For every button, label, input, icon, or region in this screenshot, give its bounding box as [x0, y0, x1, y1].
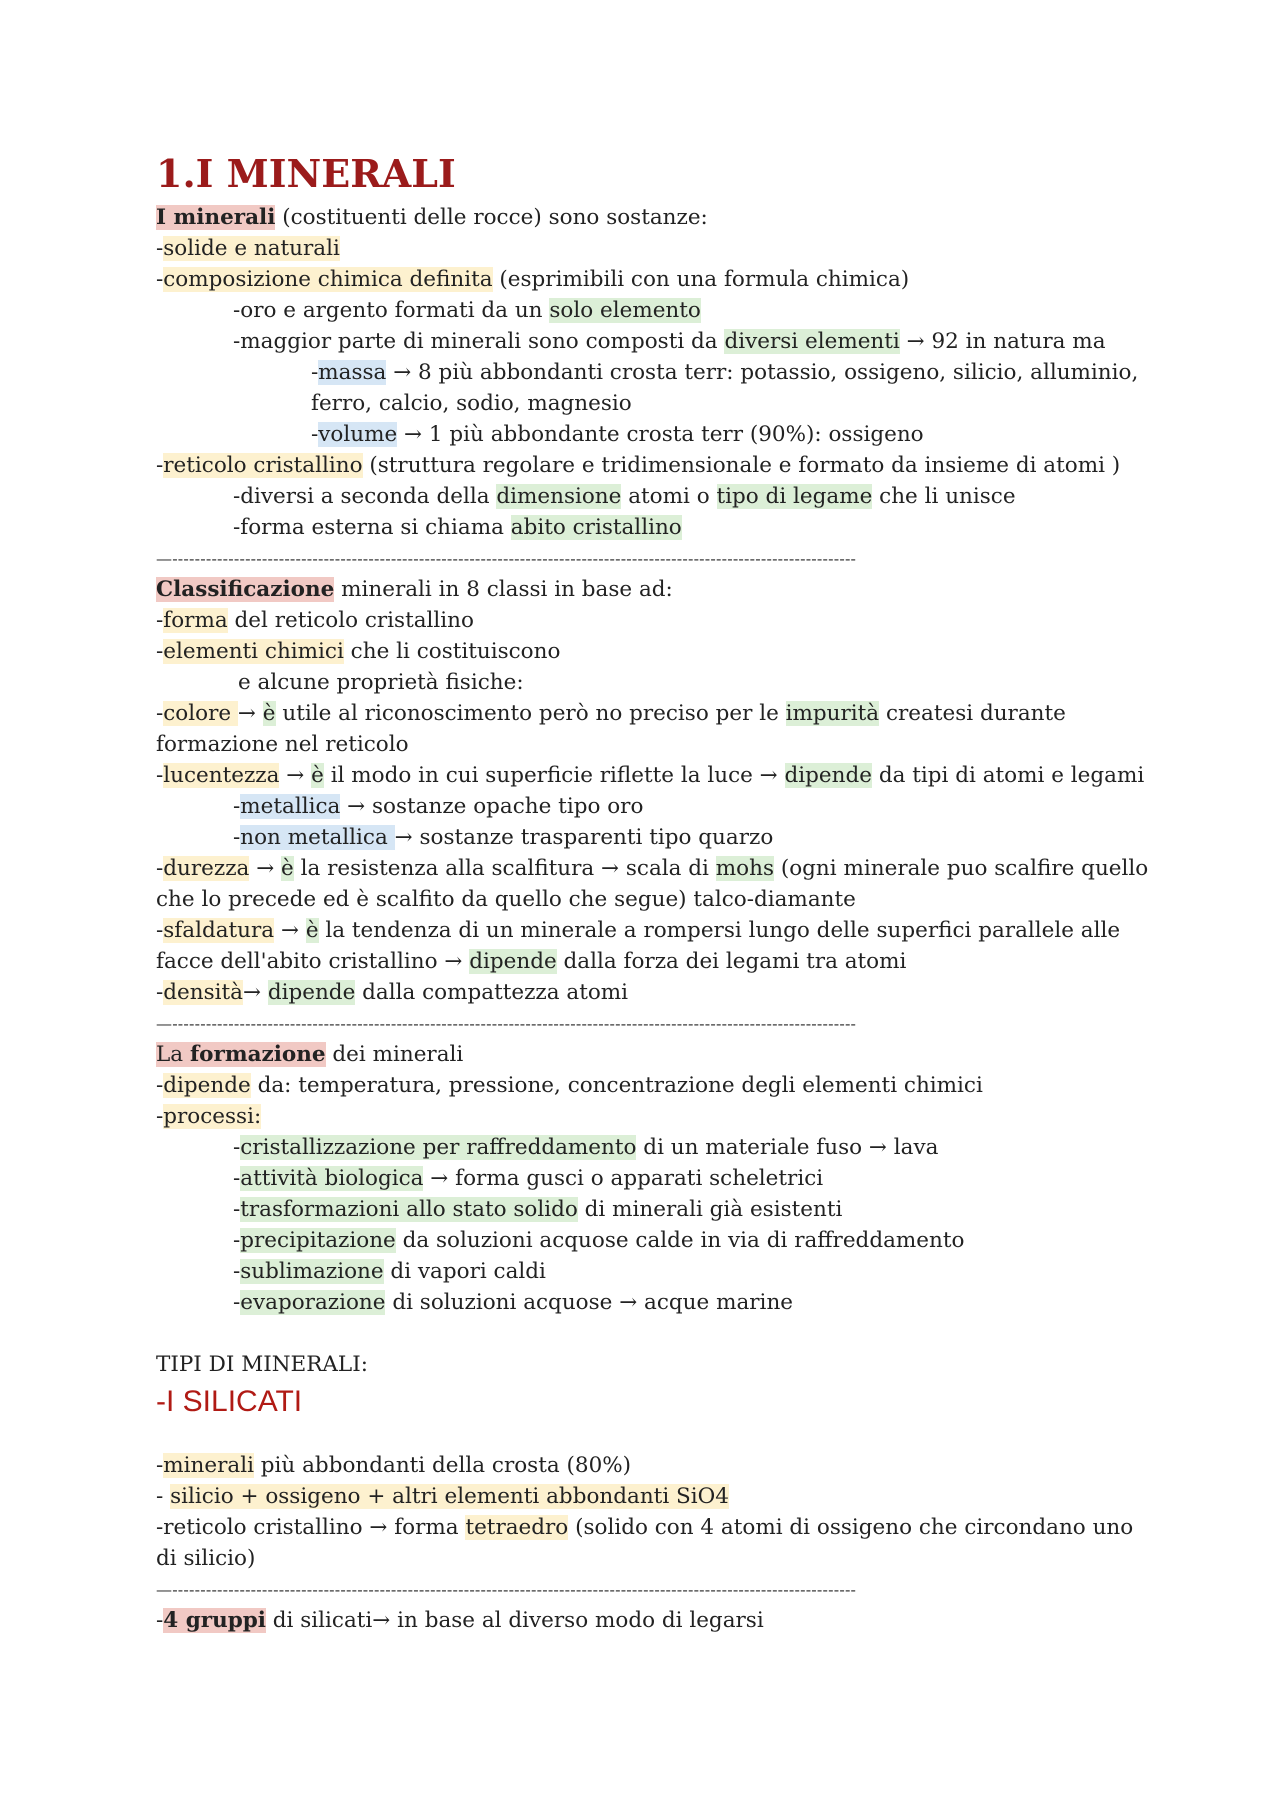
highlight: tetraedro [465, 1515, 569, 1540]
highlight: precipitazione [240, 1228, 396, 1253]
term-formazione: formazione [189, 1042, 326, 1067]
list-item [156, 1287, 1136, 1318]
text: → [279, 763, 312, 788]
highlight: dipende [784, 763, 872, 788]
text: dalla compattezza atomi [355, 980, 629, 1005]
text: - [311, 360, 319, 385]
text: → 92 in natura ma [899, 329, 1106, 354]
highlight: durezza [163, 856, 250, 881]
text: → sostanze trasparenti tipo quarzo [394, 825, 774, 850]
text: - [156, 639, 164, 664]
list-item [156, 636, 1136, 667]
text: - [233, 825, 241, 850]
text: - [156, 856, 164, 881]
list-item [156, 1101, 1136, 1132]
list-item [156, 915, 1136, 946]
highlight: mohs [715, 856, 774, 881]
highlight: abito cristallino [510, 515, 682, 540]
section-heading: TIPI DI MINERALI: [156, 1352, 368, 1377]
text: di soluzioni acquose → acque marine [385, 1290, 794, 1315]
highlight: tipo di legame [716, 484, 873, 509]
highlight: non metallica [240, 825, 395, 850]
list-item [156, 1605, 1136, 1636]
list-item [156, 1163, 1136, 1194]
list-item [156, 977, 1136, 1008]
text: - [156, 1484, 171, 1509]
list-item [156, 233, 1136, 264]
highlight: trasformazioni allo stato solido [240, 1197, 578, 1222]
list-item [156, 1132, 1136, 1163]
text: dalla forza dei legami tra atomi [556, 949, 907, 974]
text: → 1 più abbondante crosta terr (90%): ossigeno [397, 422, 924, 447]
text: - [233, 1290, 241, 1315]
text: (solido con 4 atomi di ossigeno che circondano uno di silicio) [156, 1515, 1134, 1571]
text: - [233, 794, 241, 819]
list-item-continuation [156, 946, 1136, 977]
list-item [156, 326, 1136, 357]
list-item: e alcune proprietà fisiche: [238, 670, 524, 695]
highlight: dipende [469, 949, 557, 974]
list-item [156, 1450, 1136, 1481]
list-item [156, 698, 1136, 729]
text: - [156, 453, 164, 478]
highlight: volume [318, 422, 398, 447]
text: - [156, 1453, 164, 1478]
page-title: 1.I MINERALI [156, 151, 456, 196]
list-item-continuation: formazione nel reticolo [156, 732, 409, 757]
text: da soluzioni acquose calde in via di raffreddamento [395, 1228, 965, 1253]
section-heading [156, 1039, 1136, 1070]
text: -diversi a seconda della [233, 484, 497, 509]
text: -reticolo cristallino → forma [156, 1515, 466, 1540]
term-4-gruppi: 4 gruppi [163, 1608, 266, 1633]
highlight: colore [163, 701, 238, 726]
text: -oro e argento formati da un [233, 298, 550, 323]
text: - [156, 267, 164, 292]
intro-line [156, 202, 1136, 233]
text: - [233, 1166, 241, 1191]
highlight: reticolo cristallino [163, 453, 363, 478]
text: atomi o [621, 484, 717, 509]
list-item [156, 481, 1136, 512]
list-item [156, 264, 1136, 295]
highlight: dipende [267, 980, 356, 1005]
text: da: temperatura, pressione, concentrazione degli elementi chimici [250, 1073, 983, 1098]
highlight: La [156, 1042, 190, 1067]
text: - [156, 236, 164, 261]
text: facce dell'abito cristallino → [156, 949, 470, 974]
highlight: silicio + ossigeno + altri elementi abbondanti SiO4 [170, 1484, 729, 1509]
text: - [156, 980, 164, 1005]
text: createsi durante [879, 701, 1066, 726]
highlight: forma [163, 608, 228, 633]
text: - [156, 1608, 164, 1633]
text: da tipi di atomi e legami [872, 763, 1145, 788]
list-item [156, 512, 1136, 543]
highlight: elementi chimici [163, 639, 344, 664]
list-item [156, 605, 1136, 636]
text: di vapori caldi [383, 1259, 546, 1284]
highlight: densità [163, 980, 243, 1005]
divider: —-------------------------------------------------------------------------------------------------------------------------- [156, 549, 857, 568]
highlight: è [281, 856, 294, 881]
term-classificazione: Classificazione [156, 577, 335, 602]
highlight: cristallizzazione per raffreddamento [240, 1135, 637, 1160]
highlight: evaporazione [240, 1290, 386, 1315]
text: - [156, 701, 164, 726]
text: la tendenza di un minerale a rompersi lungo delle superfici parallele alle [318, 918, 1121, 943]
text: → [249, 856, 282, 881]
highlight: impurità [785, 701, 880, 726]
highlight: sublimazione [240, 1259, 384, 1284]
list-item [156, 357, 1139, 388]
highlight: processi: [163, 1104, 262, 1129]
highlight: attività biologica [240, 1166, 424, 1191]
list-item [156, 1481, 1136, 1512]
text: - [233, 1197, 241, 1222]
section-heading [156, 574, 1136, 605]
highlight: metallica [240, 794, 341, 819]
text: la resistenza alla scalfitura → scala di [293, 856, 716, 881]
text: utile al riconoscimento però no preciso per le [275, 701, 786, 726]
text: - [233, 1259, 241, 1284]
list-item [156, 760, 1145, 791]
text: - [156, 608, 164, 633]
text: → [237, 701, 263, 726]
list-item [156, 1512, 1136, 1574]
text: - [156, 1104, 164, 1129]
text: il modo in cui superficie riflette la luce → [323, 763, 785, 788]
text: → sostanze opache tipo oro [340, 794, 644, 819]
list-item [156, 822, 1136, 853]
list-item-continuation: ferro, calcio, sodio, magnesio [311, 391, 632, 416]
highlight: massa [318, 360, 387, 385]
list-item [156, 450, 1136, 481]
text: (costituenti delle rocce) sono sostanze: [275, 205, 708, 230]
list-item [156, 295, 1136, 326]
spacer [156, 1318, 1136, 1349]
highlight: composizione chimica definita [163, 267, 493, 292]
text: di minerali già esistenti [577, 1197, 843, 1222]
highlight: lucentezza [163, 763, 280, 788]
text: più abbondanti della crosta (80%) [253, 1453, 632, 1478]
list-item [156, 1194, 1136, 1225]
text: dei minerali [325, 1042, 464, 1067]
divider: —-------------------------------------------------------------------------------------------------------------------------- [156, 1014, 857, 1033]
text: di un materiale fuso → lava [636, 1135, 939, 1160]
highlight: è [311, 763, 324, 788]
list-item [156, 419, 1136, 450]
text: - [156, 1073, 164, 1098]
text: → forma gusci o apparati scheletrici [423, 1166, 824, 1191]
highlight: solo elemento [549, 298, 701, 323]
list-item-continuation: che lo precede ed è scalfito da quello che segue) talco-diamante [156, 887, 856, 912]
text: (esprimibili con una formula chimica) [492, 267, 910, 292]
highlight: dipende [163, 1073, 251, 1098]
highlight: sfaldatura [163, 918, 275, 943]
text: -forma esterna si chiama [233, 515, 511, 540]
list-item [156, 791, 1136, 822]
text: → [274, 918, 306, 943]
list-item [156, 1070, 1136, 1101]
term-minerali: I minerali [156, 205, 276, 230]
document-page [156, 150, 1149, 1636]
text: - [156, 918, 164, 943]
text: (ogni minerale puo scalfire quello [774, 856, 1149, 881]
highlight: dimensione [496, 484, 622, 509]
highlight: è [305, 918, 319, 943]
list-item [156, 1256, 1136, 1287]
text: che li unisce [872, 484, 1016, 509]
subsection-title: -I SILICATI [156, 1385, 303, 1418]
text: di silicati→ in base al diverso modo di legarsi [265, 1608, 764, 1633]
text: - [156, 763, 164, 788]
list-item [156, 853, 1149, 884]
text: -maggior parte di minerali sono composti da [233, 329, 725, 354]
highlight: è [262, 701, 276, 726]
divider: —-------------------------------------------------------------------------------------------------------------------------- [156, 1580, 857, 1599]
highlight: solide e naturali [163, 236, 340, 261]
text: - [233, 1228, 241, 1253]
text: minerali in 8 classi in base ad: [334, 577, 673, 602]
text: - [311, 422, 319, 447]
highlight: minerali [163, 1453, 254, 1478]
text: del reticolo cristallino [227, 608, 474, 633]
text: → [242, 980, 268, 1005]
text: che li costituiscono [343, 639, 561, 664]
text: - [233, 1135, 241, 1160]
highlight: diversi elementi [724, 329, 900, 354]
list-item [156, 1225, 1136, 1256]
text: → 8 più abbondanti crosta terr: potassio, ossigeno, silicio, alluminio, [386, 360, 1139, 385]
text: (struttura regolare e tridimensionale e formato da insieme di atomi ) [362, 453, 1121, 478]
